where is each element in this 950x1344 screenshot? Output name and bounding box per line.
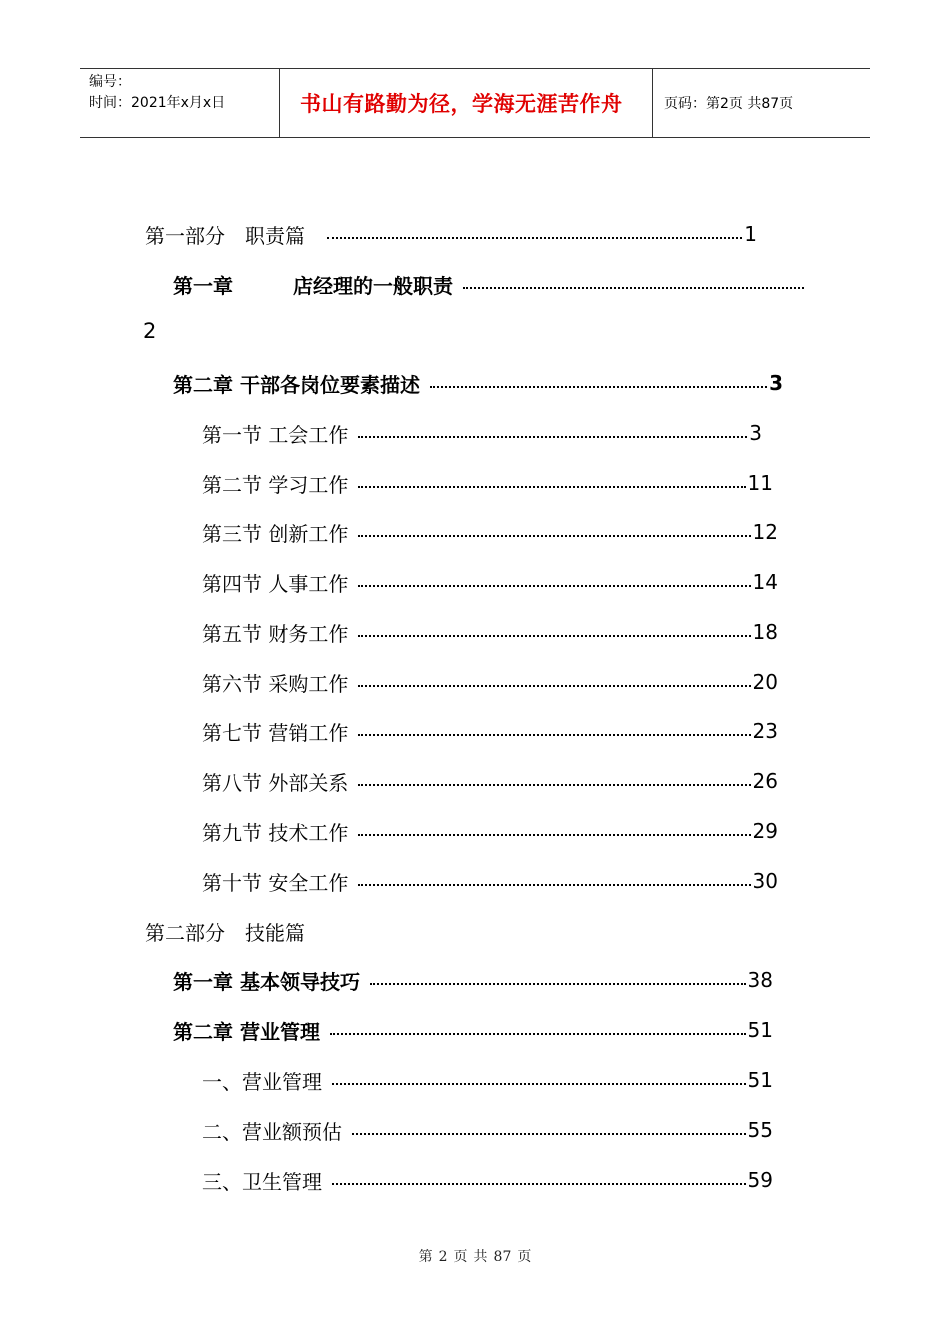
dot-leader <box>330 1033 746 1035</box>
toc-label: 第一部分 职责篇 <box>145 223 305 248</box>
toc-section[interactable] <box>202 866 778 896</box>
header-meta <box>80 69 280 137</box>
doc-number-label: 编号： <box>89 74 131 90</box>
toc-label: 第七节 营销工作 <box>202 720 349 745</box>
toc-label: 第二章 干部各岗位要素描述 <box>173 372 420 397</box>
dot-leader <box>327 237 742 239</box>
toc-page-number: 59 <box>747 1168 773 1192</box>
dot-leader <box>358 784 750 786</box>
toc-item[interactable] <box>202 1115 773 1145</box>
toc-page-number: 3 <box>749 421 762 445</box>
toc-page-number: 1 <box>744 222 757 246</box>
toc-label: 第四节 人事工作 <box>202 571 349 596</box>
toc-part-1[interactable] <box>145 219 757 249</box>
dot-leader <box>358 834 750 836</box>
page-footer <box>0 1246 950 1266</box>
header-page-info: 页码：第2页 共87页 <box>664 96 794 112</box>
toc-section[interactable] <box>202 517 778 547</box>
dot-leader <box>358 585 750 587</box>
dot-leader <box>358 685 750 687</box>
toc-label: 二、营业额预估 <box>202 1119 342 1144</box>
dot-leader <box>463 287 804 289</box>
toc-section[interactable] <box>202 667 778 697</box>
toc-item[interactable] <box>202 1065 773 1095</box>
toc-page-number: 3 <box>769 371 783 395</box>
toc-label: 第二节 学习工作 <box>202 472 349 497</box>
dot-leader <box>358 884 750 886</box>
toc-section[interactable] <box>202 617 778 647</box>
toc-part2-chapter-1[interactable] <box>173 965 773 995</box>
dot-leader <box>358 436 747 438</box>
toc-item[interactable] <box>202 1165 773 1195</box>
toc-label: 第六节 采购工作 <box>202 671 349 696</box>
toc-section[interactable] <box>202 716 778 746</box>
toc-label: 第一节 工会工作 <box>202 422 349 447</box>
dot-leader <box>332 1083 746 1085</box>
toc-page-number: 26 <box>752 769 778 793</box>
footer-text: 页 <box>517 1249 532 1265</box>
footer-page-number: 2 <box>438 1249 448 1265</box>
toc-page-number: 11 <box>747 471 773 495</box>
toc-part-2[interactable] <box>145 916 305 946</box>
toc-label: 第二部分 技能篇 <box>145 920 305 945</box>
footer-text: 第 <box>418 1249 433 1265</box>
dot-leader <box>352 1133 746 1135</box>
toc-page-number: 38 <box>747 968 773 992</box>
toc-section[interactable] <box>202 468 773 498</box>
toc-label: 第九节 技术工作 <box>202 820 349 845</box>
footer-total-pages: 87 <box>493 1249 512 1265</box>
toc-label: 一、营业管理 <box>202 1069 322 1094</box>
toc-page-number: 12 <box>752 520 778 544</box>
toc-label: 第一章 店经理的一般职责 <box>173 273 453 298</box>
toc-chapter-1-page: 2 <box>143 319 157 343</box>
dot-leader <box>332 1183 746 1185</box>
toc-page-number: 30 <box>752 869 778 893</box>
toc-label: 第二章 营业管理 <box>173 1019 320 1044</box>
toc-section[interactable] <box>202 567 778 597</box>
toc-label: 第十节 安全工作 <box>202 870 349 895</box>
toc-part2-chapter-2[interactable] <box>173 1015 773 1045</box>
toc-page-number: 51 <box>747 1018 773 1042</box>
dot-leader <box>370 983 746 985</box>
doc-time-label: 时间：2021年x月x日 <box>89 95 226 111</box>
header-motto: 书山有路勤为径，学海无涯苦作舟 <box>280 69 653 137</box>
toc-label: 第五节 财务工作 <box>202 621 349 646</box>
dot-leader <box>358 734 750 736</box>
toc-label: 三、卫生管理 <box>202 1169 322 1194</box>
toc-page-number: 18 <box>752 620 778 644</box>
toc-page-number: 51 <box>747 1068 773 1092</box>
toc-section[interactable] <box>202 766 778 796</box>
dot-leader <box>358 486 745 488</box>
toc-label: 第一章 基本领导技巧 <box>173 969 360 994</box>
dot-leader <box>358 535 750 537</box>
footer-text: 页 <box>453 1249 468 1265</box>
toc-section[interactable] <box>202 418 762 448</box>
dot-leader <box>430 386 767 388</box>
toc-label: 第三节 创新工作 <box>202 521 349 546</box>
toc-chapter-1[interactable] <box>173 269 806 299</box>
toc-page-number: 55 <box>747 1118 773 1142</box>
toc-chapter-2[interactable] <box>173 368 783 398</box>
footer-text: 共 <box>473 1249 488 1265</box>
toc-page-number: 20 <box>752 670 778 694</box>
toc-page-number: 14 <box>752 570 778 594</box>
toc-page-number: 29 <box>752 819 778 843</box>
toc-page-number: 23 <box>752 719 778 743</box>
dot-leader <box>358 635 750 637</box>
toc-label: 第八节 外部关系 <box>202 770 349 795</box>
page-header <box>80 68 870 138</box>
toc-section[interactable] <box>202 816 778 846</box>
